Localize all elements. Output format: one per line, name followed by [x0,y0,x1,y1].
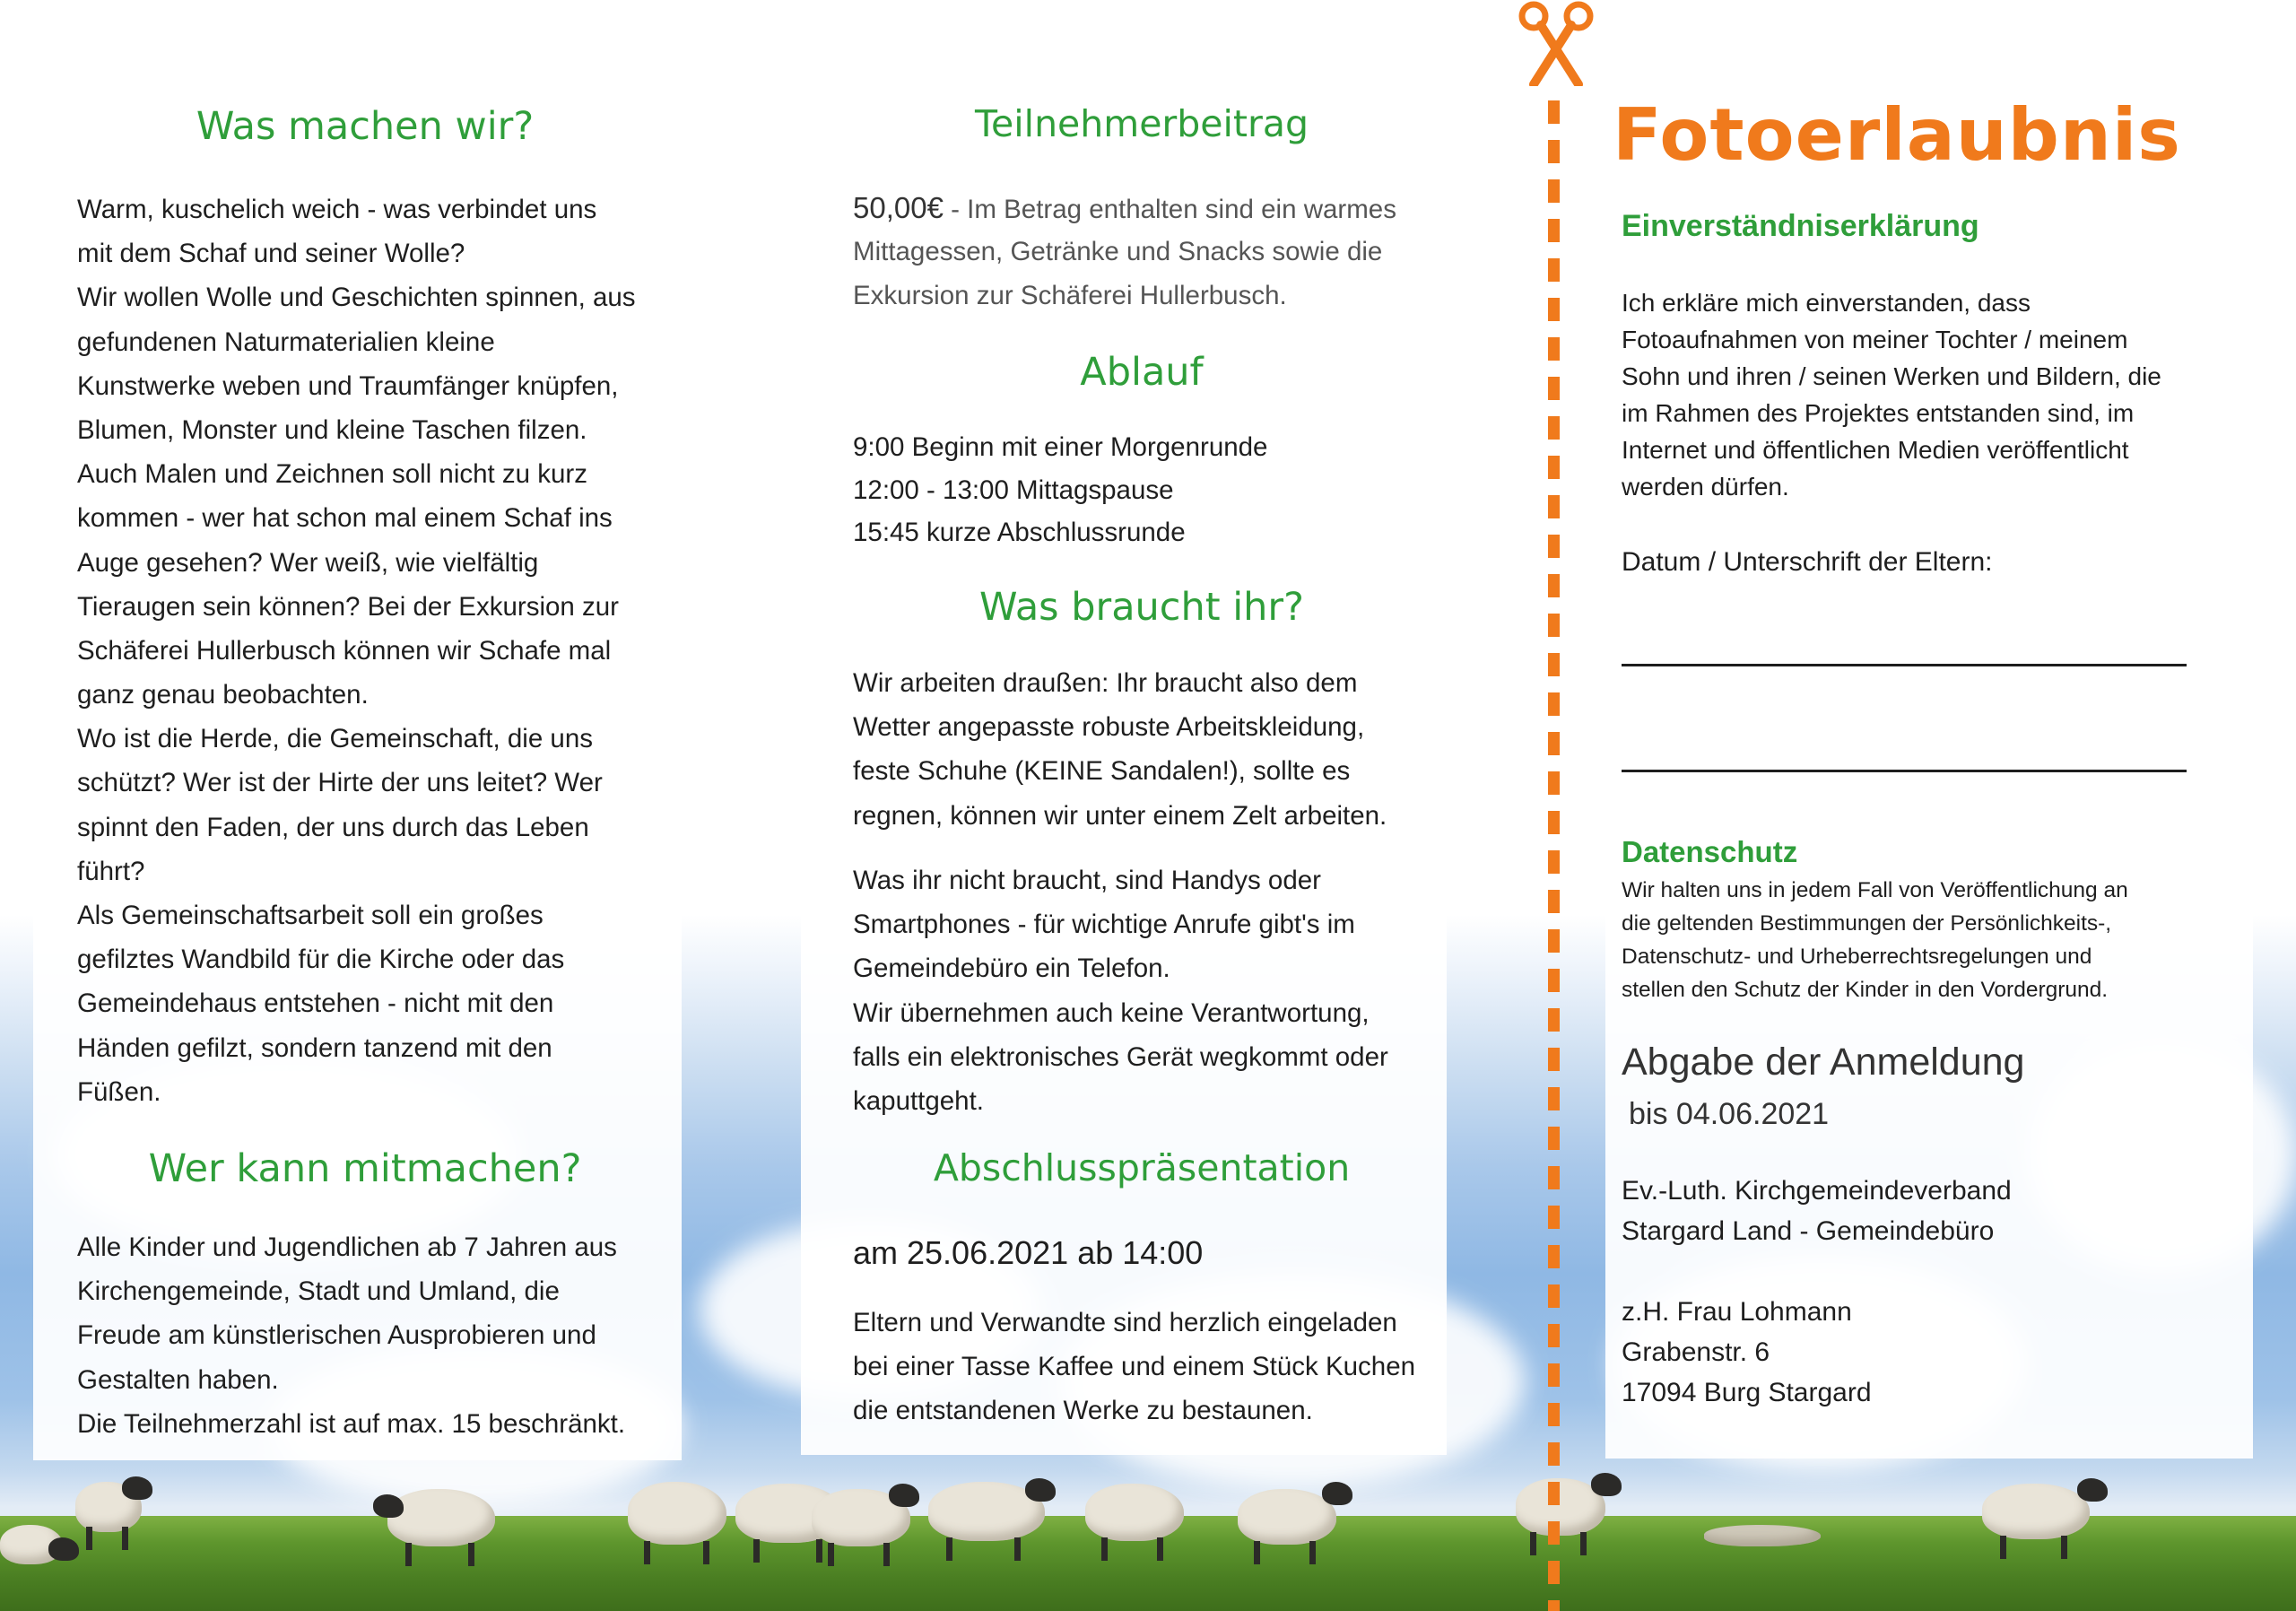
sheep [1085,1484,1184,1541]
final-date: am 25.06.2021 ab 14:00 [853,1234,1204,1271]
privacy-line: stellen den Schutz der Kinder in den Vordergrund. [1622,978,2109,1002]
heading-privacy: Datenschutz [1622,835,1798,868]
not-needed-line: kaputtgeht. [853,1085,984,1116]
description-line: spinnt den Faden, der uns durch das Leben [77,812,589,842]
sheep [928,1482,1045,1541]
address-organization [1622,1171,2012,1251]
description-line: Auge gesehen? Wer weiß, wie vielfältig [77,547,539,578]
description-line: Blumen, Monster und kleine Taschen filzen. [77,414,587,445]
heading-final-presentation: Abschlusspräsentation [933,1146,1351,1189]
description-line: Wir wollen Wolle und Geschichten spinnen, aus [77,283,636,313]
privacy-line: die geltenden Bestimmungen der Persönlichkeits-, [1622,911,2112,936]
address-line: Stargard Land - Gemeindebüro [1622,1216,1995,1246]
not-needed-text [853,858,1388,1123]
privacy-line: Datenschutz- und Urheberrechtsregelungen und [1622,945,2092,969]
sheep [1238,1489,1336,1545]
description-line: gefundenen Naturmaterialien kleine [77,327,495,357]
final-line: die entstandenen Werke zu bestaunen. [853,1396,1313,1426]
sheep [1516,1478,1605,1536]
not-needed-line: Was ihr nicht braucht, sind Handys oder [853,866,1321,895]
heading-schedule: Ablauf [1080,350,1204,395]
sheep [1982,1484,2090,1539]
privacy-text [1622,874,2128,1006]
submit-date: bis 04.06.2021 [1629,1097,1830,1131]
description-line: Auch Malen und Zeichnen soll nicht zu kurz [77,459,587,490]
consent-text [1622,284,2161,505]
schedule-item: 12:00 - 13:00 Mittagspause [853,475,1174,505]
description-line: führt? [77,856,145,886]
fee-amount: 50,00€ [853,191,944,224]
not-needed-line: Wir übernehmen auch keine Verantwortung, [853,997,1370,1028]
description-line: schützt? Wer ist der Hirte der uns leitet? Wer [77,768,603,798]
final-line: bei einer Tasse Kaffee und einem Stück Kuchen [853,1352,1416,1382]
description-line: Tieraugen sein können? Bei der Exkursion zur [77,591,620,622]
heading-what-we-do: Was machen wir? [196,104,535,149]
address-contact [1622,1292,1872,1413]
cut-line [1548,100,1560,1611]
needs-line: Wir arbeiten draußen: Ihr braucht also dem [853,668,1358,698]
fee-line: Mittagessen, Getränke und Snacks sowie die [853,237,1383,267]
heading-needs: Was braucht ihr? [979,585,1304,630]
consent-line: Internet und öffentlichen Medien veröffentlicht [1622,436,2129,464]
schedule-item: 9:00 Beginn mit einer Morgenrunde [853,432,1268,462]
final-text [853,1301,1415,1433]
signature-label: Datum / Unterschrift der Eltern: [1622,547,1993,577]
description-line: kommen - wer hat schon mal einem Schaf ins [77,503,613,534]
sheep [1704,1525,1821,1546]
needs-line: feste Schuhe (KEINE Sandalen!), sollte es [853,756,1351,787]
title-photo-permission: Fotoerlaubnis [1613,93,2181,177]
not-needed-line: falls ein elektronisches Gerät wegkommt oder [853,1041,1388,1072]
left-participants [77,1225,625,1446]
scissors-icon [1516,0,1596,86]
consent-line: Fotoaufnahmen von meiner Tochter / meinem [1622,326,2128,353]
consent-line: im Rahmen des Projektes entstanden sind, im [1622,399,2135,427]
privacy-line: Wir halten uns in jedem Fall von Veröffentlichung an [1622,878,2128,902]
description-line: gefilztes Wandbild für die Kirche oder das [77,945,565,975]
needs-line: regnen, können wir unter einem Zelt arbeiten. [853,800,1387,831]
schedule-item: 15:45 kurze Abschlussrunde [853,518,1186,547]
description-line: Warm, kuschelich weich - was verbindet uns [77,195,597,224]
participants-line: Freude am künstlerischen Ausprobieren und [77,1320,596,1351]
consent-line: werden dürfen. [1622,473,1789,501]
address-line: Ev.-Luth. Kirchgemeindeverband [1622,1176,2012,1206]
sheep [628,1482,726,1545]
participants-line: Die Teilnehmerzahl ist auf max. 15 beschränkt. [77,1408,626,1439]
sheep [387,1489,495,1546]
schedule [853,426,1267,554]
fee-text [853,186,1396,318]
heading-fee: Teilnehmerbeitrag [974,102,1309,145]
description-line: Schäferei Hullerbusch können wir Schafe mal [77,635,612,666]
participants-line: Gestalten haben. [77,1364,279,1395]
signature-line-parents [1622,770,2187,772]
not-needed-line: Smartphones - für wichtige Anrufe gibt's im [853,910,1355,940]
submit-heading: Abgabe der Anmeldung [1622,1041,2025,1084]
sheep [0,1525,63,1564]
description-line: mit dem Schaf und seiner Wolle? [77,239,465,269]
description-line: Händen gefilzt, sondern tanzend mit den [77,1032,552,1063]
needs-line: Wetter angepasste robuste Arbeitskleidung, [853,712,1365,743]
address-line: Grabenstr. 6 [1622,1337,1770,1367]
address-line: 17094 Burg Stargard [1622,1378,1872,1407]
participants-line: Alle Kinder und Jugendlichen ab 7 Jahren aus [77,1232,617,1262]
needs-text [853,661,1387,838]
description-line: Kunstwerke weben und Traumfänger knüpfen, [77,370,619,401]
description-line: Füßen. [77,1076,161,1107]
consent-line: Sohn und ihren / seinen Werken und Bildern, die [1622,362,2161,390]
fee-line: - Im Betrag enthalten sind ein warmes [943,195,1396,224]
heading-consent: Einverständniserklärung [1622,209,1979,243]
fee-line: Exkursion zur Schäferei Hullerbusch. [853,281,1287,311]
sheep [812,1489,910,1546]
consent-line: Ich erkläre mich einverstanden, dass [1622,289,2031,317]
address-line: z.H. Frau Lohmann [1622,1297,1852,1327]
description-line: Gemeindehaus entstehen - nicht mit den [77,988,554,1019]
participants-line: Kirchengemeinde, Stadt und Umland, die [77,1276,560,1307]
description-line: Wo ist die Herde, die Gemeinschaft, die uns [77,724,593,754]
final-line: Eltern und Verwandte sind herzlich eingeladen [853,1308,1397,1337]
heading-who-can-join: Wer kann mitmachen? [148,1146,582,1191]
description-line: ganz genau beobachten. [77,680,369,710]
signature-line-date [1622,664,2187,666]
sheep [75,1482,142,1532]
description-line: Als Gemeinschaftsarbeit soll ein großes [77,901,544,930]
left-description [77,187,636,1114]
not-needed-line: Gemeindebüro ein Telefon. [853,954,1170,984]
